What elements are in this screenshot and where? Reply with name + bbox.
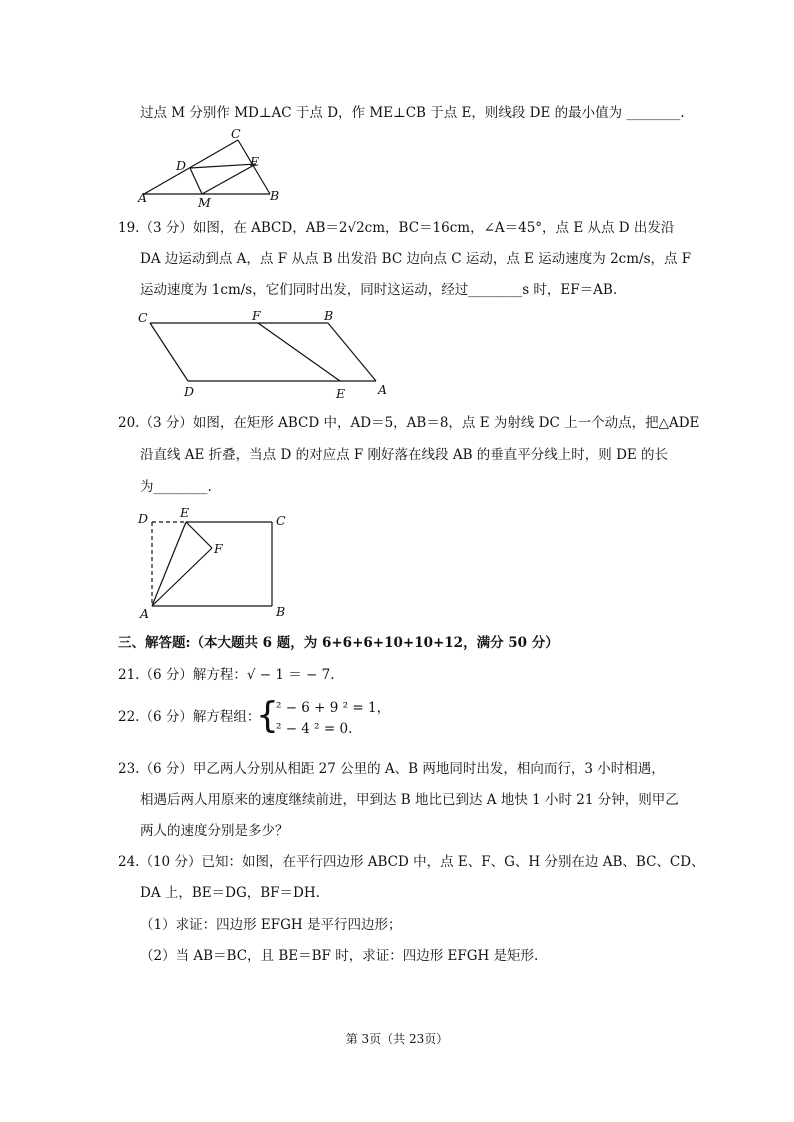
q24-line1: 24.（10 分）已知：如图，在平行四边形 ABCD 中，点 E、F、G、H 分别在边 AB、BC、CD、 (118, 854, 705, 870)
figure-18-triangle (138, 128, 288, 208)
fig20-label-F: F (214, 541, 223, 556)
q24-part2: （2）当 AB＝BC，且 BE＝BF 时，求证：四边形 EFGH 是矩形. (140, 948, 539, 964)
q19-line3: 运动速度为 1cm/s，它们同时出发，同时这运动，经过________s 时，EF＝AB. (140, 282, 618, 298)
fig19-label-A: A (378, 382, 388, 397)
q20-line2: 沿直线 AE 折叠，当点 D 的对应点 F 刚好落在线段 AB 的垂直平分线上时，则 DE 的长 (140, 447, 669, 463)
q23-line1: 23.（6 分）甲乙两人分别从相距 27 公里的 A、B 两地同时出发，相向而行，3 小时相遇， (118, 761, 665, 777)
fig18-label-C: C (231, 126, 241, 141)
q22-label: 22.（6 分）解方程组： (118, 709, 261, 725)
q24-part1: （1）求证：四边形 EFGH 是平行四边形； (140, 917, 402, 933)
q20-line3: 为________. (140, 479, 212, 495)
q21-text: 21.（6 分）解方程：√ − 1 ＝ − 7. (118, 667, 335, 683)
figure-20-rectangle (136, 506, 306, 622)
fig19-label-E: E (336, 386, 346, 401)
fig20-label-E: E (180, 505, 190, 520)
fig20-label-D: D (138, 511, 149, 526)
fig20-label-B: B (276, 604, 286, 619)
figure-19-parallelogram (138, 308, 398, 403)
q18-line1: 过点 M 分别作 MD⊥AC 于点 D，作 ME⊥CB 于点 E，则线段 DE 的最小值为 ________. (140, 105, 685, 121)
fig18-label-M: M (198, 195, 211, 210)
fig18-label-D: D (176, 158, 187, 173)
q20-line1: 20.（3 分）如图，在矩形 ABCD 中，AD＝5，AB＝8，点 E 为射线 DC 上一个动点，把△ADE (118, 415, 700, 431)
fig19-label-C: C (138, 310, 148, 325)
fig18-label-E: E (250, 154, 260, 169)
q19-line1: 19.（3 分）如图，在 ABCD，AB＝2√2cm，BC＝16cm，∠A＝45°，点 E 从点 D 出发沿 (118, 220, 675, 236)
q22-eq2: ² − 4 ² = 0. (276, 721, 353, 737)
section-3-title: 三、解答题:（本大题共 6 题，为 6+6+6+10+10+12，满分 50 分） (118, 635, 559, 651)
fig20-label-C: C (276, 513, 286, 528)
fig18-label-A: A (138, 190, 148, 205)
q19-line2: DA 边运动到点 A，点 F 从点 B 出发沿 BC 边向点 C 运动，点 E 运动速度为 2cm/s，点 F (140, 251, 692, 267)
q22-brace: { (256, 695, 279, 736)
q22-eq1: ² − 6 + 9 ² = 1， (276, 700, 391, 716)
fig19-label-D: D (184, 384, 195, 399)
fig18-label-B: B (270, 188, 280, 203)
q23-line3: 两人的速度分别是多少？ (140, 823, 289, 839)
page-footer: 第 3页（共 23页） (345, 1032, 449, 1046)
q23-line2: 相遇后两人用原来的速度继续前进，甲到达 B 地比已到达 A 地快 1 小时 21 分钟，则甲乙 (140, 792, 679, 808)
fig19-label-B: B (324, 308, 334, 323)
fig20-label-A: A (140, 606, 150, 621)
fig19-label-F: F (252, 308, 261, 323)
q24-line2: DA 上，BE＝DG，BF＝DH. (140, 885, 320, 901)
